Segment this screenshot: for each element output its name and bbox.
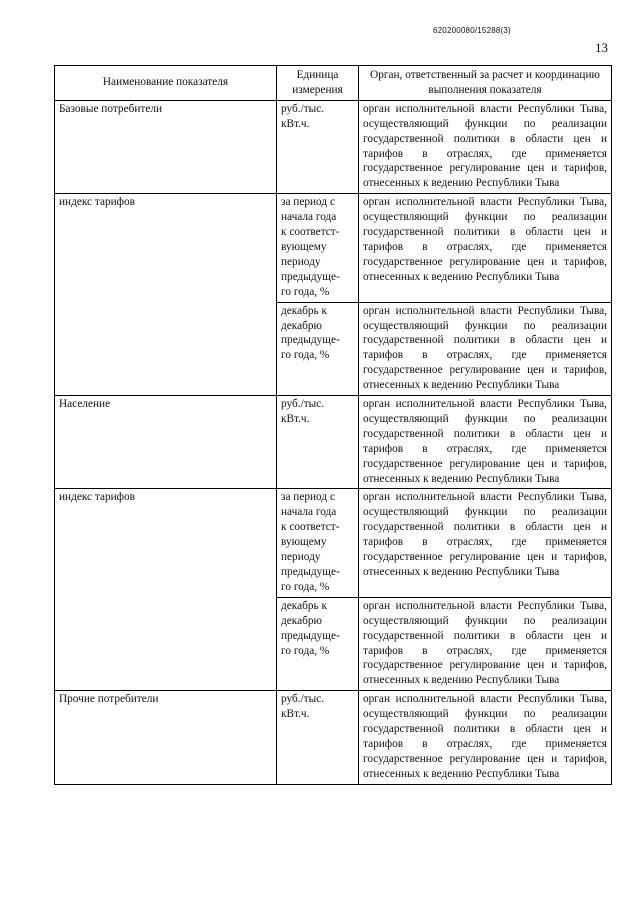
unit-cell: декабрь к декабрю предыдуще- го года, % [277,302,359,395]
responsible-body-cell: орган исполнительной власти Республики Тыва, осуществляющий функции по реализации государственной политики в области цен и тарифов в отраслях, где применяется государственное регулирование цен и тарифов, отнесенных к ведению Республики Тыва [359,691,612,784]
unit-cell: декабрь к декабрю предыдуще- го года, % [277,597,359,690]
responsible-body-cell: орган исполнительной власти Республики Тыва, осуществляющий функции по реализации государственной политики в области цен и тарифов в отраслях, где применяется государственное регулирование цен и тарифов, отнесенных к ведению Республики Тыва [359,302,612,395]
document-code: 620200080/15288(3) [433,26,511,35]
table-header-row [55,66,612,101]
header-responsible-body: Орган, ответственный за расчет и координацию выполнения показателя [359,66,612,101]
page-number: 13 [595,40,608,55]
indicator-name-cell: индекс тарифов [55,489,277,691]
responsible-body-cell: орган исполнительной власти Республики Тыва, осуществляющий функции по реализации государственной политики в области цен и тарифов в отраслях, где применяется государственное регулирование цен и тарифов, отнесенных к ведению Республики Тыва [359,100,612,193]
responsible-body-cell: орган исполнительной власти Республики Тыва, осуществляющий функции по реализации государственной политики в области цен и тарифов в отраслях, где применяется государственное регулирование цен и тарифов, отнесенных к ведению Республики Тыва [359,396,612,489]
unit-cell: руб./тыс. кВт.ч. [277,100,359,193]
responsible-body-cell: орган исполнительной власти Республики Тыва, осуществляющий функции по реализации государственной политики в области цен и тарифов в отраслях, где применяется государственное регулирование цен и тарифов, отнесенных к ведению Республики Тыва [359,489,612,597]
table-row [55,691,612,784]
indicator-name-cell: Базовые потребители [55,100,277,193]
table-row [55,489,612,597]
indicator-name-cell: индекс тарифов [55,194,277,396]
header-unit: Единица измерения [277,66,359,101]
unit-cell: за период с начала года к соответст- вующему периоду предыдуще- го года, % [277,194,359,302]
responsible-body-cell: орган исполнительной власти Республики Тыва, осуществляющий функции по реализации государственной политики в области цен и тарифов в отраслях, где применяется государственное регулирование цен и тарифов, отнесенных к ведению Республики Тыва [359,194,612,302]
unit-cell: руб./тыс. кВт.ч. [277,396,359,489]
unit-cell: за период с начала года к соответст- вующему периоду предыдуще- го года, % [277,489,359,597]
responsible-body-cell: орган исполнительной власти Республики Тыва, осуществляющий функции по реализации государственной политики в области цен и тарифов в отраслях, где применяется государственное регулирование цен и тарифов, отнесенных к ведению Республики Тыва [359,597,612,690]
header-indicator-name: Наименование показателя [55,66,277,101]
table-row [55,194,612,302]
indicator-name-cell: Прочие потребители [55,691,277,784]
table-row [55,100,612,193]
indicator-table [54,65,612,785]
indicator-name-cell: Население [55,396,277,489]
unit-cell: руб./тыс. кВт.ч. [277,691,359,784]
table-row [55,396,612,489]
